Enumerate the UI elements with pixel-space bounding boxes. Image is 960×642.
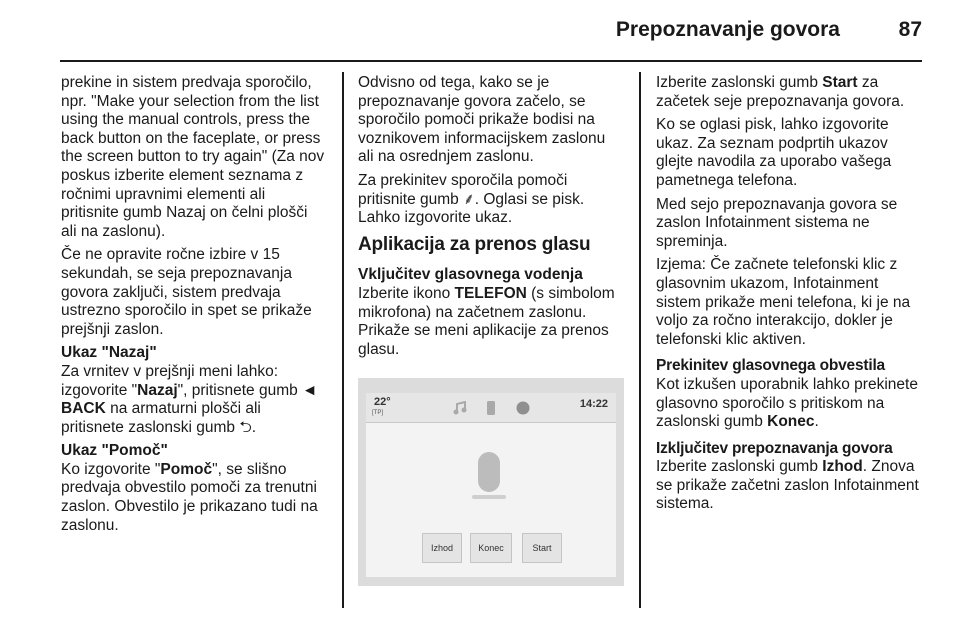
konec-button[interactable]: Konec <box>470 533 512 563</box>
screen-display <box>366 393 616 577</box>
start-button[interactable]: Start <box>522 533 562 563</box>
paragraph: Kot izkušen uporabnik lahko prekinete glasovno sporočilo s pritiskom na zaslonski gumb Konec. <box>656 375 918 431</box>
paragraph: Med sejo prepoznavanja govora se zaslon Infotainment sistema ne spreminja. <box>656 195 898 250</box>
subsection-heading: Vključitev glasovnega vodenja <box>358 266 583 284</box>
screen-status-bar <box>366 393 616 423</box>
page-title: Prepoznavanje govora <box>615 18 840 41</box>
microphone-base <box>472 495 506 499</box>
paragraph: Izberite zaslonski gumb Izhod. Znova se prikaže začetni zaslon Infotainment sistema. <box>656 458 919 513</box>
column-2 <box>358 74 624 364</box>
column-3 <box>656 74 924 519</box>
section-heading: Aplikacija za prenos glasu <box>358 233 591 255</box>
infotainment-screen-image <box>358 378 624 586</box>
page-number: 87 <box>898 18 922 41</box>
paragraph: Izjema: Če začnete telefonski klic z glasovnim ukazom, Infotainment sistem prikaže meni telefona, ki je na voljo za ročno interakcijo, dokler je telefonski klic aktiven. <box>656 256 911 348</box>
paragraph: Ko izgovorite "Pomoč", se slišno predvaja obvestilo pomoči za trenutni zaslon. Obvestilo je prikazano tudi na zaslonu. <box>61 460 318 534</box>
tp-indicator: [TP] <box>372 410 384 416</box>
microphone-icon <box>478 452 500 492</box>
izhod-button[interactable]: Izhod <box>422 533 462 563</box>
column-divider <box>639 72 641 608</box>
paragraph: Za prekinitev sporočila pomoči pritisnite gumb ⸙. Oglasi se pisk. Lahko izgovorite ukaz. <box>358 171 585 227</box>
music-icon <box>452 401 468 415</box>
clock-readout: 14:22 <box>579 398 608 410</box>
section-heading: Ukaz "Nazaj" <box>61 344 157 362</box>
column-1 <box>61 74 327 540</box>
paragraph: prekine in sistem predvaja sporočilo, npr. "Make your selection from the list using the manual controls, press the back button on the faceplate, or press the screen button to try again" (Za nov poskus izberite element seznama z ročnimi upravnimi elementi ali pritisnite gumb Nazaj on čelni plošči ali na zaslonu). <box>61 74 325 240</box>
temperature-readout: 22° <box>374 396 391 408</box>
subsection-heading: Prekinitev glasovnega obvestila <box>656 357 885 375</box>
section-heading: Ukaz "Pomoč" <box>61 442 168 460</box>
subsection-heading: Izključitev prepoznavanja govora <box>656 439 893 457</box>
paragraph: Izberite zaslonski gumb Start za začetek seje prepoznavanja govora. <box>656 74 905 110</box>
paragraph: Za vrnitev v prejšnji meni lahko: izgovorite "Nazaj", pritisnete gumb ◄ BACK na armaturni plošči ali pritisnete zaslonski gumb ⮌. <box>61 362 318 436</box>
paragraph: Izberite ikono TELEFON (s simbolom mikrofona) na začetnem zaslonu. Prikaže se meni aplikacije za prenos glasu. <box>358 284 615 358</box>
record-icon <box>516 401 530 415</box>
paragraph: Če ne opravite ročne izbire v 15 sekundah, se seja prepoznavanja govora zaključi, sistem predvaja ustrezno sporočilo in spet se prikaže prejšnji zaslon. <box>61 246 312 338</box>
phone-icon <box>486 401 496 415</box>
paragraph: Odvisno od tega, kako se je prepoznavanje govora začelo, se sporočilo pomoči prikaže bodisi na voznikovem informacijskem zaslonu ali na osrednjem zaslonu. <box>358 74 606 166</box>
column-divider <box>342 72 344 608</box>
header-divider <box>60 60 922 62</box>
paragraph: Ko se oglasi pisk, lahko izgovorite ukaz. Za seznam podprtih ukazov glejte navodila za uporabo vašega pametnega telefona. <box>656 116 892 189</box>
